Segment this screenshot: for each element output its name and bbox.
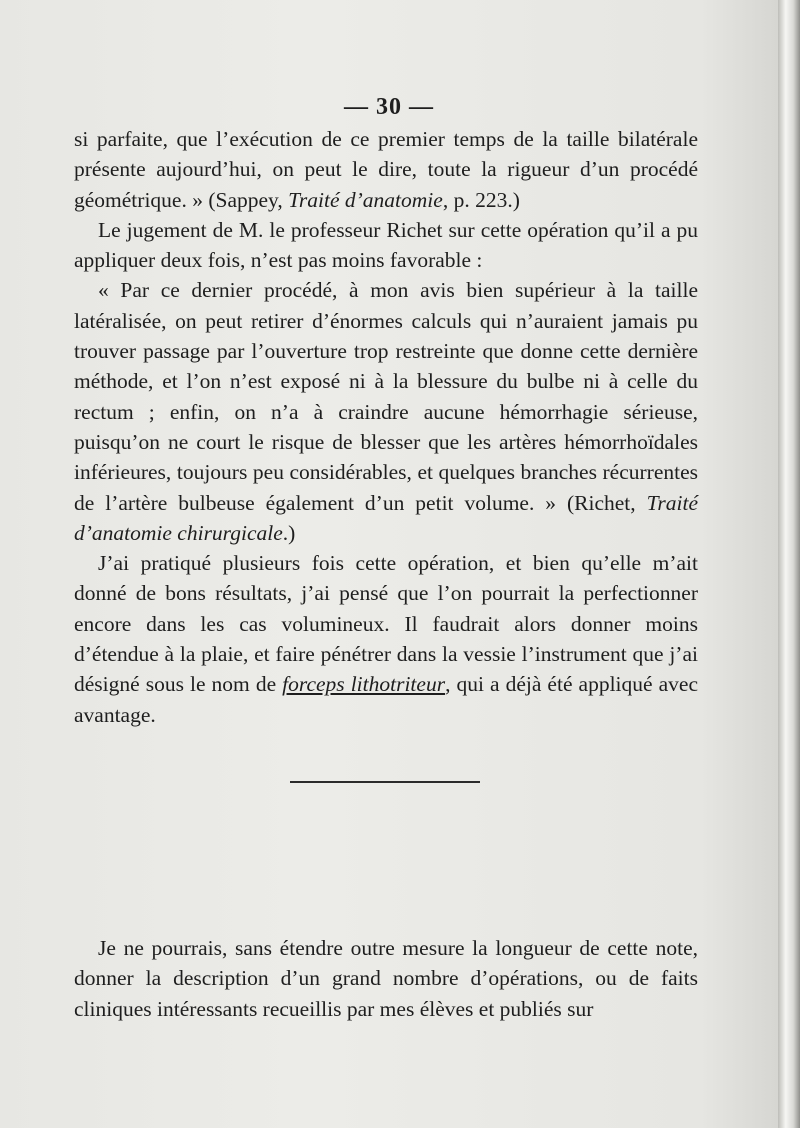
page-number: — 30 — <box>344 94 434 120</box>
paragraph <box>74 215 698 276</box>
text-segment: , p. 223.) <box>442 187 520 212</box>
text-segment: .) <box>282 520 296 545</box>
citation-title: Traité d’anatomie chirurgicale <box>74 490 698 545</box>
body-text-bottom <box>74 933 698 1024</box>
text-segment: J’ai pratiqué plusieurs fois cette opération, et bien qu’elle m’ait donné de bons résultats, j’ai pensé que l’on pourrait la perfectionner encore dans les cas volumineux. Il faudrait alors donner moins d’étendue à la plaie, et faire pénétrer dans la vessie l’instrument que j’ai désigné sous le nom de <box>74 551 698 697</box>
paragraph <box>74 933 698 1024</box>
body-text-top <box>74 124 698 730</box>
paragraph <box>74 275 698 548</box>
paragraph <box>74 548 698 730</box>
text-segment: « Par ce dernier procédé, à mon avis bien supérieur à la taille latéralisée, on peut retirer d’énormes calculs qui n’auraient jamais pu trouver passage par l’ouverture trop restreinte que donne cette dernière méthode, et l’on n’est exposé ni à la blessure du bulbe ni à celle du rectum ; enfin, on n’a à craindre aucune hémorrhagie sérieuse, puisqu’on ne court le risque de blesser que les artères hémorrhoïdales inférieures, toujours peu considérables, et quelques branches récurrentes de l’artère bulbeuse également d’un petit volume. » (Richet, <box>74 278 698 515</box>
instrument-name: forceps lithotriteur <box>282 672 446 697</box>
citation-title: Traité d’anatomie <box>288 187 443 212</box>
text-segment: si parfaite, que l’exécution de ce premier temps de la taille bilatérale présente aujourd’hui, on peut le dire, toute la rigueur d’un procédé géométrique. » (Sappey, <box>74 127 698 212</box>
page-edge <box>778 0 800 1128</box>
text-segment: Je ne pourrais, sans étendre outre mesure la longueur de cette note, donner la description d’un grand nombre d’opérations, ou de faits cliniques intéressants recueillis par mes élèves et publiés sur <box>74 936 698 1021</box>
section-divider <box>290 781 480 783</box>
paragraph <box>74 124 698 215</box>
text-segment: , qui a déjà été appliqué avec avantage. <box>74 672 698 727</box>
text-segment: Le jugement de M. le professeur Richet sur cette opération qu’il a pu appliquer deux fois, n’est pas moins favorable : <box>74 217 698 273</box>
